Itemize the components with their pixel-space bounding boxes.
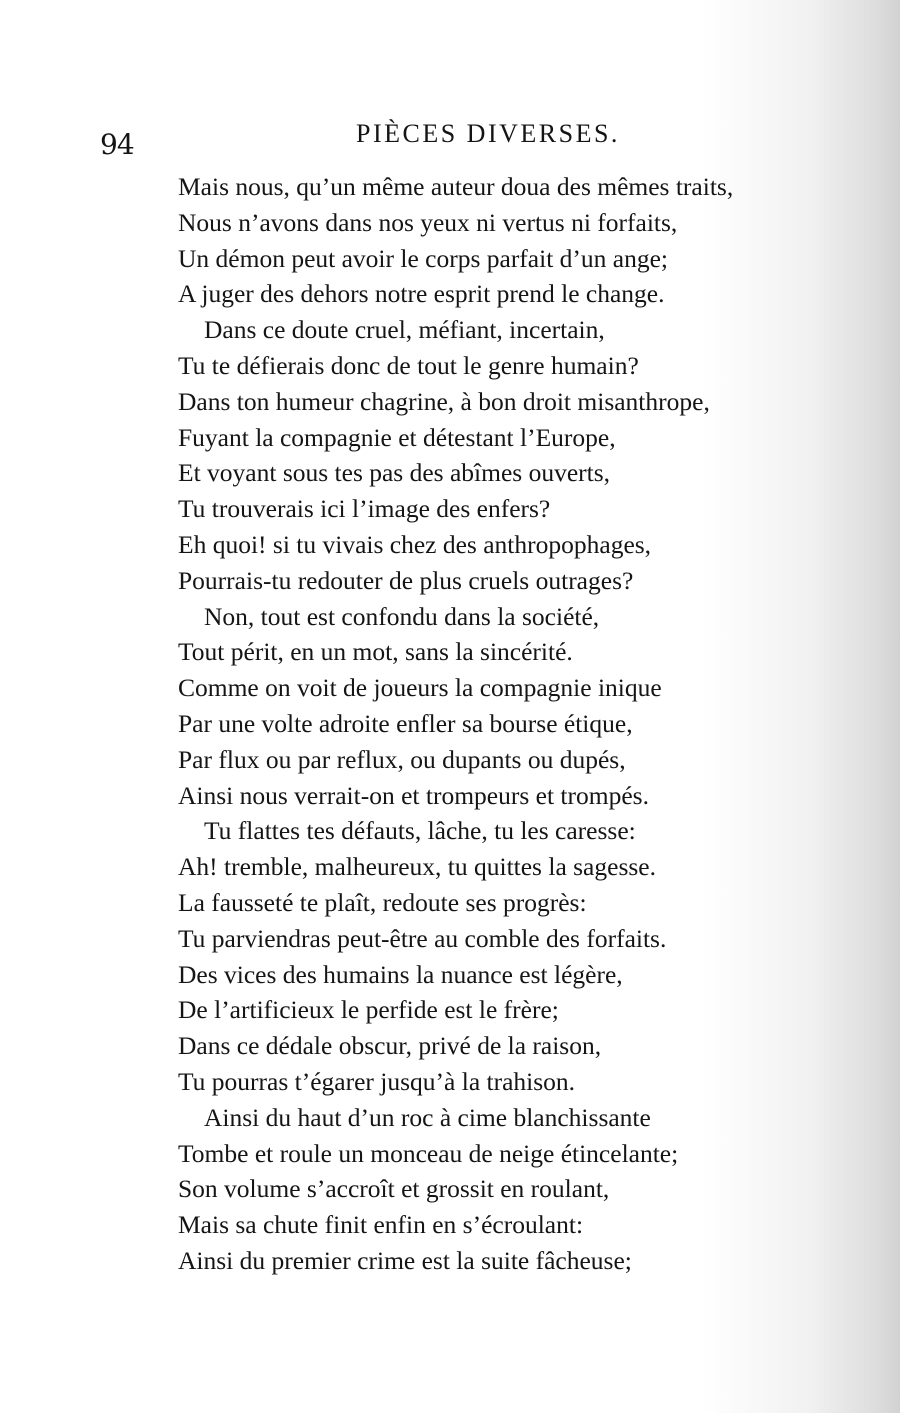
- verse-line: A juger des dehors notre esprit prend le change.: [178, 279, 665, 309]
- verse-line: Ainsi du haut d’un roc à cime blanchissante: [204, 1102, 651, 1132]
- verse-line: Tu te défierais donc de tout le genre humain?: [178, 350, 639, 380]
- verse-line: Tu pourras t’égarer jusqu’à la trahison.: [178, 1066, 576, 1096]
- verse-line: Ainsi du premier crime est la suite fâcheuse;: [178, 1245, 632, 1275]
- verse-line: Fuyant la compagnie et détestant l’Europe,: [178, 422, 616, 452]
- verse-line: La fausseté te plaît, redoute ses progrès:: [178, 887, 587, 917]
- verse-line: Pourrais-tu redouter de plus cruels outrages?: [178, 565, 634, 595]
- verse-line: Dans ce doute cruel, méfiant, incertain,: [204, 315, 605, 345]
- verse-line: Tu trouverais ici l’image des enfers?: [178, 494, 551, 524]
- verse-line: Non, tout est confondu dans la société,: [204, 601, 600, 631]
- verse-line: Tu flattes tes défauts, lâche, tu les caresse:: [204, 816, 636, 846]
- verse-line: De l’artificieux le perfide est le frère;: [178, 995, 559, 1025]
- verse-line: Comme on voit de joueurs la compagnie inique: [178, 673, 662, 703]
- verse-line: Tu parviendras peut-être au comble des forfaits.: [178, 923, 667, 953]
- verse-line: Par flux ou par reflux, ou dupants ou dupés,: [178, 744, 626, 774]
- verse-line: Un démon peut avoir le corps parfait d’un ange;: [178, 243, 669, 273]
- verse-line: Mais nous, qu’un même auteur doua des mêmes traits,: [178, 172, 734, 201]
- verse-line: Ainsi nous verrait-on et trompeurs et trompés.: [178, 780, 649, 810]
- verse-line: Son volume s’accroît et grossit en roulant,: [178, 1174, 610, 1204]
- verse-line: Eh quoi! si tu vivais chez des anthropophages,: [178, 529, 652, 559]
- verse-line: Et voyant sous tes pas des abîmes ouverts,: [178, 458, 611, 488]
- verse-line: Dans ce dédale obscur, privé de la raison,: [178, 1031, 602, 1061]
- verse-line: Ah! tremble, malheureux, tu quittes la sagesse.: [178, 852, 656, 882]
- verse-line: Dans ton humeur chagrine, à bon droit misanthrope,: [178, 386, 710, 416]
- verse-line: Tombe et roule un monceau de neige étincelante;: [178, 1138, 679, 1168]
- verse-line: Tout périt, en un mot, sans la sincérité.: [178, 637, 573, 667]
- verse-line: Par une volte adroite enfler sa bourse étique,: [178, 708, 633, 738]
- running-head: PIÈCES DIVERSES.: [356, 119, 620, 148]
- verse-line: Des vices des humains la nuance est légère,: [178, 959, 623, 989]
- poem-text: [178, 169, 858, 1279]
- page-number: 94: [100, 128, 134, 161]
- verse-line: Mais sa chute finit enfin en s’écroulant:: [178, 1210, 584, 1240]
- verse-line: Nous n’avons dans nos yeux ni vertus ni forfaits,: [178, 207, 678, 237]
